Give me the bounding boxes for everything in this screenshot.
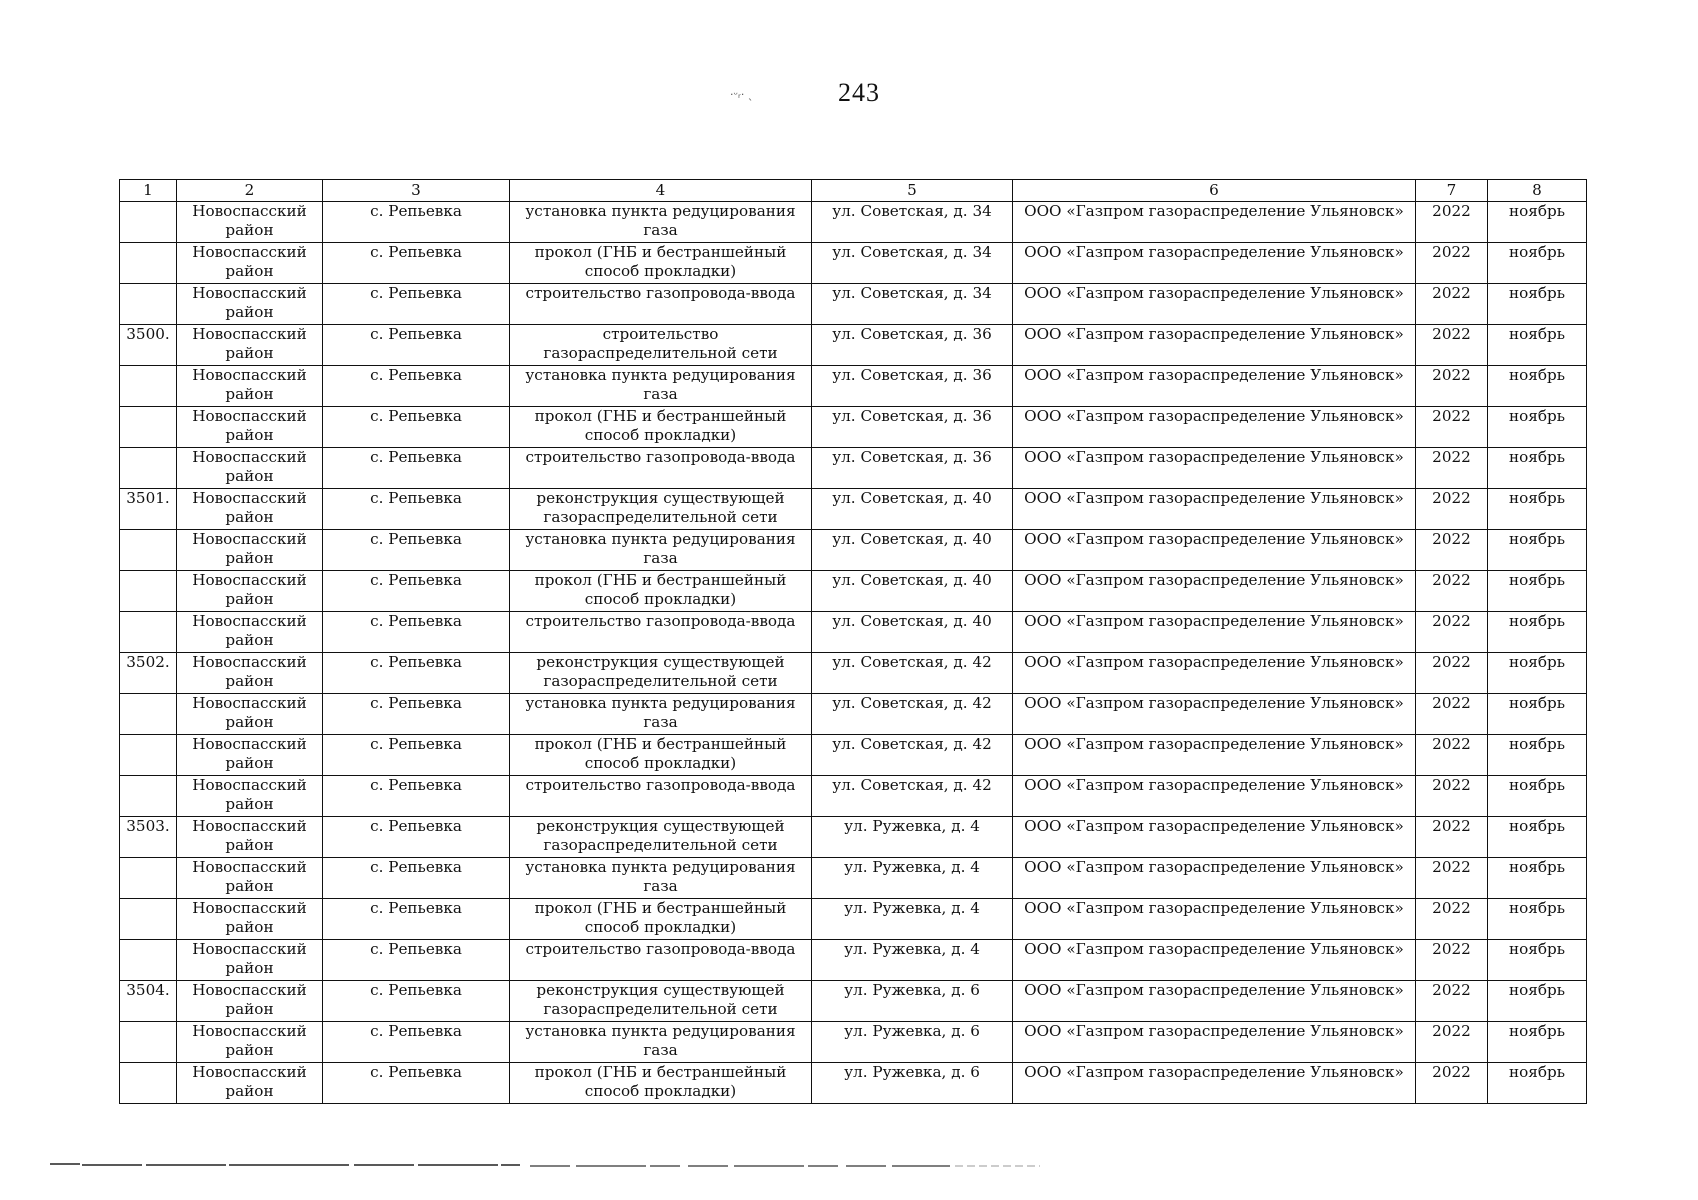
month-cell: ноябрь bbox=[1488, 1063, 1587, 1104]
organization-cell: ООО «Газпром газораспределение Ульяновск» bbox=[1013, 858, 1416, 899]
settlement-cell: с. Репьевка bbox=[323, 735, 510, 776]
table-row bbox=[120, 612, 1587, 653]
year-cell: 2022 bbox=[1416, 284, 1488, 325]
table-row bbox=[120, 858, 1587, 899]
column-header: 7 bbox=[1416, 180, 1488, 202]
address-cell: ул. Советская, д. 36 bbox=[812, 325, 1013, 366]
table-row bbox=[120, 1022, 1587, 1063]
address-cell: ул. Советская, д. 36 bbox=[812, 448, 1013, 489]
address-cell: ул. Ружевка, д. 6 bbox=[812, 1063, 1013, 1104]
table-row bbox=[120, 530, 1587, 571]
year-cell: 2022 bbox=[1416, 202, 1488, 243]
column-header: 1 bbox=[120, 180, 177, 202]
column-header: 8 bbox=[1488, 180, 1587, 202]
row-number bbox=[120, 366, 177, 407]
month-cell: ноябрь bbox=[1488, 284, 1587, 325]
work-type-cell: строительство газопровода-ввода bbox=[510, 284, 812, 325]
settlement-cell: с. Репьевка bbox=[323, 940, 510, 981]
month-cell: ноябрь bbox=[1488, 407, 1587, 448]
month-cell: ноябрь bbox=[1488, 735, 1587, 776]
table-row bbox=[120, 407, 1587, 448]
row-number bbox=[120, 530, 177, 571]
year-cell: 2022 bbox=[1416, 899, 1488, 940]
settlement-cell: с. Репьевка bbox=[323, 858, 510, 899]
month-cell: ноябрь bbox=[1488, 694, 1587, 735]
month-cell: ноябрь bbox=[1488, 489, 1587, 530]
district-cell: Новоспасский район bbox=[177, 1022, 323, 1063]
organization-cell: ООО «Газпром газораспределение Ульяновск» bbox=[1013, 284, 1416, 325]
year-cell: 2022 bbox=[1416, 325, 1488, 366]
row-number bbox=[120, 571, 177, 612]
month-cell: ноябрь bbox=[1488, 940, 1587, 981]
row-number: 3501. bbox=[120, 489, 177, 530]
organization-cell: ООО «Газпром газораспределение Ульяновск» bbox=[1013, 448, 1416, 489]
year-cell: 2022 bbox=[1416, 694, 1488, 735]
district-cell: Новоспасский район bbox=[177, 817, 323, 858]
organization-cell: ООО «Газпром газораспределение Ульяновск» bbox=[1013, 694, 1416, 735]
table-row bbox=[120, 489, 1587, 530]
table-row bbox=[120, 653, 1587, 694]
works-table bbox=[119, 179, 1587, 1104]
settlement-cell: с. Репьевка bbox=[323, 530, 510, 571]
work-type-cell: установка пункта редуцирования газа bbox=[510, 202, 812, 243]
month-cell: ноябрь bbox=[1488, 325, 1587, 366]
work-type-cell: прокол (ГНБ и бестраншейный способ прокладки) bbox=[510, 243, 812, 284]
month-cell: ноябрь bbox=[1488, 243, 1587, 284]
district-cell: Новоспасский район bbox=[177, 1063, 323, 1104]
work-type-cell: строительство газопровода-ввода bbox=[510, 940, 812, 981]
settlement-cell: с. Репьевка bbox=[323, 1022, 510, 1063]
month-cell: ноябрь bbox=[1488, 571, 1587, 612]
district-cell: Новоспасский район bbox=[177, 612, 323, 653]
month-cell: ноябрь bbox=[1488, 202, 1587, 243]
month-cell: ноябрь bbox=[1488, 366, 1587, 407]
table-row bbox=[120, 817, 1587, 858]
year-cell: 2022 bbox=[1416, 940, 1488, 981]
month-cell: ноябрь bbox=[1488, 817, 1587, 858]
year-cell: 2022 bbox=[1416, 366, 1488, 407]
settlement-cell: с. Репьевка bbox=[323, 653, 510, 694]
settlement-cell: с. Репьевка bbox=[323, 202, 510, 243]
work-type-cell: реконструкция существующей газораспределительной сети bbox=[510, 981, 812, 1022]
year-cell: 2022 bbox=[1416, 653, 1488, 694]
column-header: 6 bbox=[1013, 180, 1416, 202]
year-cell: 2022 bbox=[1416, 981, 1488, 1022]
work-type-cell: установка пункта редуцирования газа bbox=[510, 530, 812, 571]
row-number bbox=[120, 407, 177, 448]
organization-cell: ООО «Газпром газораспределение Ульяновск» bbox=[1013, 325, 1416, 366]
page-number: 243 bbox=[838, 78, 880, 107]
month-cell: ноябрь bbox=[1488, 530, 1587, 571]
address-cell: ул. Советская, д. 40 bbox=[812, 530, 1013, 571]
address-cell: ул. Советская, д. 42 bbox=[812, 735, 1013, 776]
header-row bbox=[120, 180, 1587, 202]
work-type-cell: строительство газопровода-ввода bbox=[510, 612, 812, 653]
work-type-cell: реконструкция существующей газораспределительной сети bbox=[510, 653, 812, 694]
year-cell: 2022 bbox=[1416, 1022, 1488, 1063]
month-cell: ноябрь bbox=[1488, 448, 1587, 489]
district-cell: Новоспасский район bbox=[177, 653, 323, 694]
year-cell: 2022 bbox=[1416, 776, 1488, 817]
district-cell: Новоспасский район bbox=[177, 325, 323, 366]
table-row bbox=[120, 366, 1587, 407]
work-type-cell: установка пункта редуцирования газа bbox=[510, 694, 812, 735]
district-cell: Новоспасский район bbox=[177, 366, 323, 407]
row-number: 3504. bbox=[120, 981, 177, 1022]
table-row bbox=[120, 284, 1587, 325]
address-cell: ул. Советская, д. 34 bbox=[812, 243, 1013, 284]
month-cell: ноябрь bbox=[1488, 776, 1587, 817]
organization-cell: ООО «Газпром газораспределение Ульяновск» bbox=[1013, 735, 1416, 776]
organization-cell: ООО «Газпром газораспределение Ульяновск» bbox=[1013, 612, 1416, 653]
organization-cell: ООО «Газпром газораспределение Ульяновск» bbox=[1013, 571, 1416, 612]
organization-cell: ООО «Газпром газораспределение Ульяновск» bbox=[1013, 489, 1416, 530]
district-cell: Новоспасский район bbox=[177, 694, 323, 735]
row-number bbox=[120, 858, 177, 899]
month-cell: ноябрь bbox=[1488, 899, 1587, 940]
table-row bbox=[120, 776, 1587, 817]
year-cell: 2022 bbox=[1416, 448, 1488, 489]
row-number bbox=[120, 448, 177, 489]
table-body bbox=[120, 202, 1587, 1104]
work-type-cell: установка пункта редуцирования газа bbox=[510, 858, 812, 899]
settlement-cell: с. Репьевка bbox=[323, 243, 510, 284]
row-number: 3500. bbox=[120, 325, 177, 366]
month-cell: ноябрь bbox=[1488, 981, 1587, 1022]
table-row bbox=[120, 448, 1587, 489]
year-cell: 2022 bbox=[1416, 407, 1488, 448]
district-cell: Новоспасский район bbox=[177, 981, 323, 1022]
district-cell: Новоспасский район bbox=[177, 858, 323, 899]
column-header: 3 bbox=[323, 180, 510, 202]
address-cell: ул. Советская, д. 34 bbox=[812, 202, 1013, 243]
column-header: 4 bbox=[510, 180, 812, 202]
organization-cell: ООО «Газпром газораспределение Ульяновск» bbox=[1013, 243, 1416, 284]
organization-cell: ООО «Газпром газораспределение Ульяновск» bbox=[1013, 899, 1416, 940]
district-cell: Новоспасский район bbox=[177, 776, 323, 817]
table-row bbox=[120, 325, 1587, 366]
address-cell: ул. Ружевка, д. 4 bbox=[812, 899, 1013, 940]
work-type-cell: прокол (ГНБ и бестраншейный способ прокладки) bbox=[510, 899, 812, 940]
address-cell: ул. Советская, д. 36 bbox=[812, 366, 1013, 407]
table-row bbox=[120, 899, 1587, 940]
address-cell: ул. Советская, д. 42 bbox=[812, 694, 1013, 735]
settlement-cell: с. Репьевка bbox=[323, 1063, 510, 1104]
work-type-cell: прокол (ГНБ и бестраншейный способ прокладки) bbox=[510, 571, 812, 612]
organization-cell: ООО «Газпром газораспределение Ульяновск» bbox=[1013, 366, 1416, 407]
work-type-cell: строительство газопровода-ввода bbox=[510, 776, 812, 817]
work-type-cell: строительство газораспределительной сети bbox=[510, 325, 812, 366]
address-cell: ул. Советская, д. 40 bbox=[812, 571, 1013, 612]
work-type-cell: реконструкция существующей газораспределительной сети bbox=[510, 817, 812, 858]
district-cell: Новоспасский район bbox=[177, 899, 323, 940]
work-type-cell: прокол (ГНБ и бестраншейный способ прокладки) bbox=[510, 1063, 812, 1104]
month-cell: ноябрь bbox=[1488, 612, 1587, 653]
address-cell: ул. Советская, д. 40 bbox=[812, 612, 1013, 653]
address-cell: ул. Ружевка, д. 6 bbox=[812, 981, 1013, 1022]
district-cell: Новоспасский район bbox=[177, 940, 323, 981]
year-cell: 2022 bbox=[1416, 530, 1488, 571]
year-cell: 2022 bbox=[1416, 571, 1488, 612]
table-row bbox=[120, 981, 1587, 1022]
district-cell: Новоспасский район bbox=[177, 571, 323, 612]
row-number bbox=[120, 940, 177, 981]
table-row bbox=[120, 694, 1587, 735]
district-cell: Новоспасский район bbox=[177, 489, 323, 530]
address-cell: ул. Советская, д. 34 bbox=[812, 284, 1013, 325]
row-number bbox=[120, 243, 177, 284]
address-cell: ул. Ружевка, д. 4 bbox=[812, 858, 1013, 899]
organization-cell: ООО «Газпром газораспределение Ульяновск» bbox=[1013, 1063, 1416, 1104]
month-cell: ноябрь bbox=[1488, 653, 1587, 694]
row-number bbox=[120, 1022, 177, 1063]
district-cell: Новоспасский район bbox=[177, 448, 323, 489]
row-number bbox=[120, 735, 177, 776]
settlement-cell: с. Репьевка bbox=[323, 284, 510, 325]
row-number bbox=[120, 612, 177, 653]
district-cell: Новоспасский район bbox=[177, 243, 323, 284]
organization-cell: ООО «Газпром газораспределение Ульяновск» bbox=[1013, 530, 1416, 571]
row-number bbox=[120, 694, 177, 735]
address-cell: ул. Советская, д. 36 bbox=[812, 407, 1013, 448]
settlement-cell: с. Репьевка bbox=[323, 776, 510, 817]
settlement-cell: с. Репьевка bbox=[323, 981, 510, 1022]
row-number: 3502. bbox=[120, 653, 177, 694]
work-type-cell: строительство газопровода-ввода bbox=[510, 448, 812, 489]
settlement-cell: с. Репьевка bbox=[323, 366, 510, 407]
organization-cell: ООО «Газпром газораспределение Ульяновск» bbox=[1013, 1022, 1416, 1063]
row-number bbox=[120, 776, 177, 817]
settlement-cell: с. Репьевка bbox=[323, 694, 510, 735]
organization-cell: ООО «Газпром газораспределение Ульяновск» bbox=[1013, 940, 1416, 981]
table-row bbox=[120, 1063, 1587, 1104]
address-cell: ул. Ружевка, д. 6 bbox=[812, 1022, 1013, 1063]
district-cell: Новоспасский район bbox=[177, 407, 323, 448]
district-cell: Новоспасский район bbox=[177, 284, 323, 325]
table-row bbox=[120, 243, 1587, 284]
table-row bbox=[120, 940, 1587, 981]
table-row bbox=[120, 735, 1587, 776]
organization-cell: ООО «Газпром газораспределение Ульяновск» bbox=[1013, 407, 1416, 448]
footer-rule bbox=[50, 1160, 1050, 1174]
year-cell: 2022 bbox=[1416, 858, 1488, 899]
settlement-cell: с. Репьевка bbox=[323, 448, 510, 489]
district-cell: Новоспасский район bbox=[177, 202, 323, 243]
work-type-cell: прокол (ГНБ и бестраншейный способ прокладки) bbox=[510, 735, 812, 776]
settlement-cell: с. Репьевка bbox=[323, 407, 510, 448]
column-header: 2 bbox=[177, 180, 323, 202]
address-cell: ул. Ружевка, д. 4 bbox=[812, 940, 1013, 981]
year-cell: 2022 bbox=[1416, 735, 1488, 776]
organization-cell: ООО «Газпром газораспределение Ульяновск» bbox=[1013, 776, 1416, 817]
settlement-cell: с. Репьевка bbox=[323, 899, 510, 940]
table-row bbox=[120, 202, 1587, 243]
row-number bbox=[120, 202, 177, 243]
district-cell: Новоспасский район bbox=[177, 735, 323, 776]
month-cell: ноябрь bbox=[1488, 1022, 1587, 1063]
address-cell: ул. Ружевка, д. 4 bbox=[812, 817, 1013, 858]
row-number: 3503. bbox=[120, 817, 177, 858]
organization-cell: ООО «Газпром газораспределение Ульяновск» bbox=[1013, 202, 1416, 243]
organization-cell: ООО «Газпром газораспределение Ульяновск» bbox=[1013, 981, 1416, 1022]
work-type-cell: прокол (ГНБ и бестраншейный способ прокладки) bbox=[510, 407, 812, 448]
column-header: 5 bbox=[812, 180, 1013, 202]
district-cell: Новоспасский район bbox=[177, 530, 323, 571]
scan-artifact: ·ᵕᵣ· ˎ bbox=[730, 88, 754, 101]
address-cell: ул. Советская, д. 42 bbox=[812, 653, 1013, 694]
settlement-cell: с. Репьевка bbox=[323, 571, 510, 612]
work-type-cell: установка пункта редуцирования газа bbox=[510, 1022, 812, 1063]
row-number bbox=[120, 899, 177, 940]
year-cell: 2022 bbox=[1416, 612, 1488, 653]
year-cell: 2022 bbox=[1416, 817, 1488, 858]
row-number bbox=[120, 1063, 177, 1104]
settlement-cell: с. Репьевка bbox=[323, 489, 510, 530]
table-row bbox=[120, 571, 1587, 612]
address-cell: ул. Советская, д. 40 bbox=[812, 489, 1013, 530]
organization-cell: ООО «Газпром газораспределение Ульяновск» bbox=[1013, 817, 1416, 858]
settlement-cell: с. Репьевка bbox=[323, 325, 510, 366]
work-type-cell: установка пункта редуцирования газа bbox=[510, 366, 812, 407]
settlement-cell: с. Репьевка bbox=[323, 612, 510, 653]
address-cell: ул. Советская, д. 42 bbox=[812, 776, 1013, 817]
year-cell: 2022 bbox=[1416, 243, 1488, 284]
year-cell: 2022 bbox=[1416, 1063, 1488, 1104]
row-number bbox=[120, 284, 177, 325]
organization-cell: ООО «Газпром газораспределение Ульяновск» bbox=[1013, 653, 1416, 694]
settlement-cell: с. Репьевка bbox=[323, 817, 510, 858]
year-cell: 2022 bbox=[1416, 489, 1488, 530]
work-type-cell: реконструкция существующей газораспределительной сети bbox=[510, 489, 812, 530]
month-cell: ноябрь bbox=[1488, 858, 1587, 899]
